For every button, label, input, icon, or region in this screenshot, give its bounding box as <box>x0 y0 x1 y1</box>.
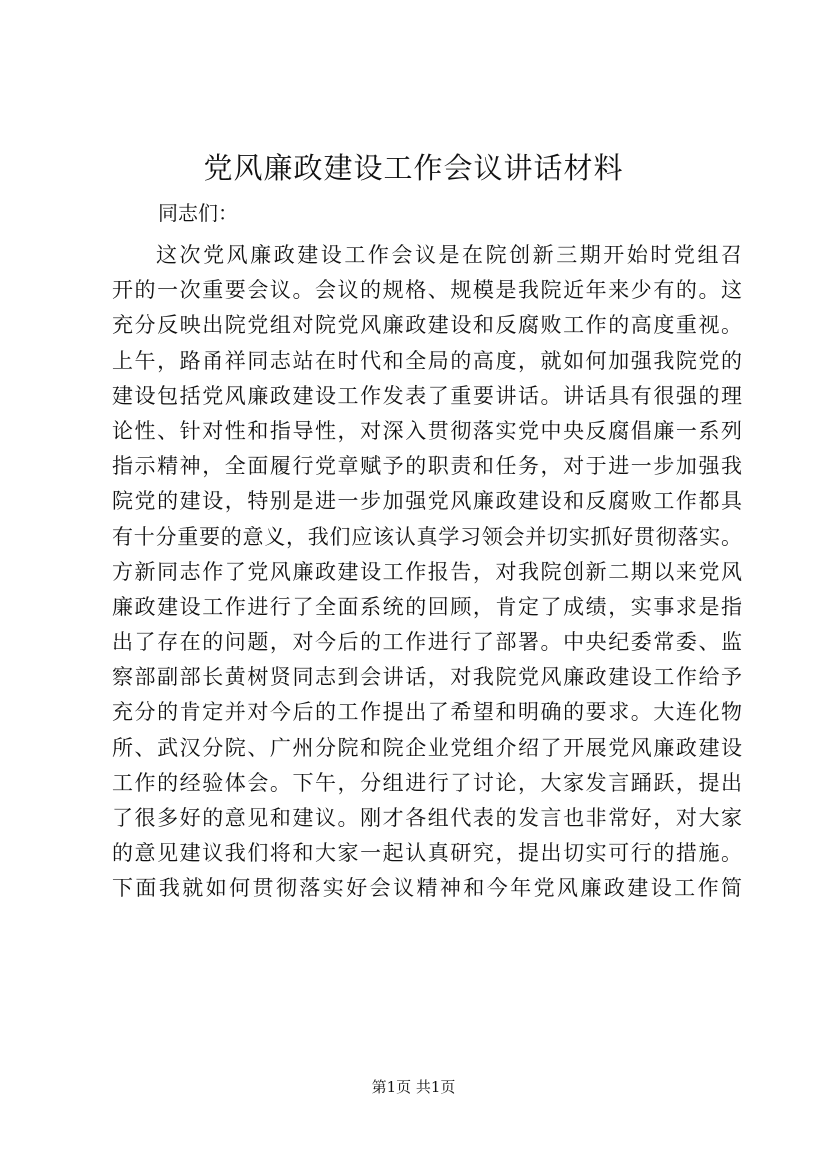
body-line: 出了存在的问题，对今后的工作进行了部署。中央纪委常委、监 <box>112 630 742 655</box>
body-line: 指示精神，全面履行党章赋予的职责和任务，对于进一步加强我 <box>112 454 742 479</box>
document-title: 党风廉政建设工作会议讲话材料 <box>203 151 624 185</box>
body-line: 论性、针对性和指导性，对深入贯彻落实党中央反腐倡廉一系列 <box>112 418 742 443</box>
body-line: 所、武汉分院、广州分院和院企业党组介绍了开展党风廉政建设 <box>112 735 742 760</box>
body-line: 充分的肯定并对今后的工作提出了希望和明确的要求。大连化物 <box>112 700 742 725</box>
body-line: 建设包括党风廉政建设工作发表了重要讲话。讲话具有很强的理 <box>112 383 742 408</box>
body-line: 上午，路甬祥同志站在时代和全局的高度，就如何加强我院党的 <box>112 348 742 373</box>
body-line: 方新同志作了党风廉政建设工作报告，对我院创新二期以来党风 <box>112 559 742 584</box>
body-line: 工作的经验体会。下午，分组进行了讨论，大家发言踊跃，提出 <box>112 770 742 795</box>
body-text <box>112 238 742 907</box>
body-line: 的意见建议我们将和大家一起认真研究，提出切实可行的措施。 <box>112 841 742 866</box>
salutation: 同志们： <box>158 201 238 225</box>
body-line: 这次党风廉政建设工作会议是在院创新三期开始时党组召 <box>156 243 742 267</box>
body-line: 充分反映出院党组对院党风廉政建设和反腐败工作的高度重视。 <box>112 313 742 338</box>
body-line: 开的一次重要会议。会议的规格、规模是我院近年来少有的。这 <box>112 278 742 303</box>
body-line: 院党的建设，特别是进一步加强党风廉政建设和反腐败工作都具 <box>112 489 742 514</box>
body-line: 了很多好的意见和建议。刚才各组代表的发言也非常好，对大家 <box>112 806 742 830</box>
body-line: 廉政建设工作进行了全面系统的回顾，肯定了成绩，实事求是指 <box>112 594 742 619</box>
body-line: 察部副部长黄树贤同志到会讲话，对我院党风廉政建设工作给予 <box>112 665 742 690</box>
body-line: 下面我就如何贯彻落实好会议精神和今年党风廉政建设工作简 <box>112 876 742 901</box>
page-number-footer: 第1页 共1页 <box>371 1078 456 1096</box>
body-line: 有十分重要的意义，我们应该认真学习领会并切实抓好贯彻落实。 <box>112 524 742 549</box>
